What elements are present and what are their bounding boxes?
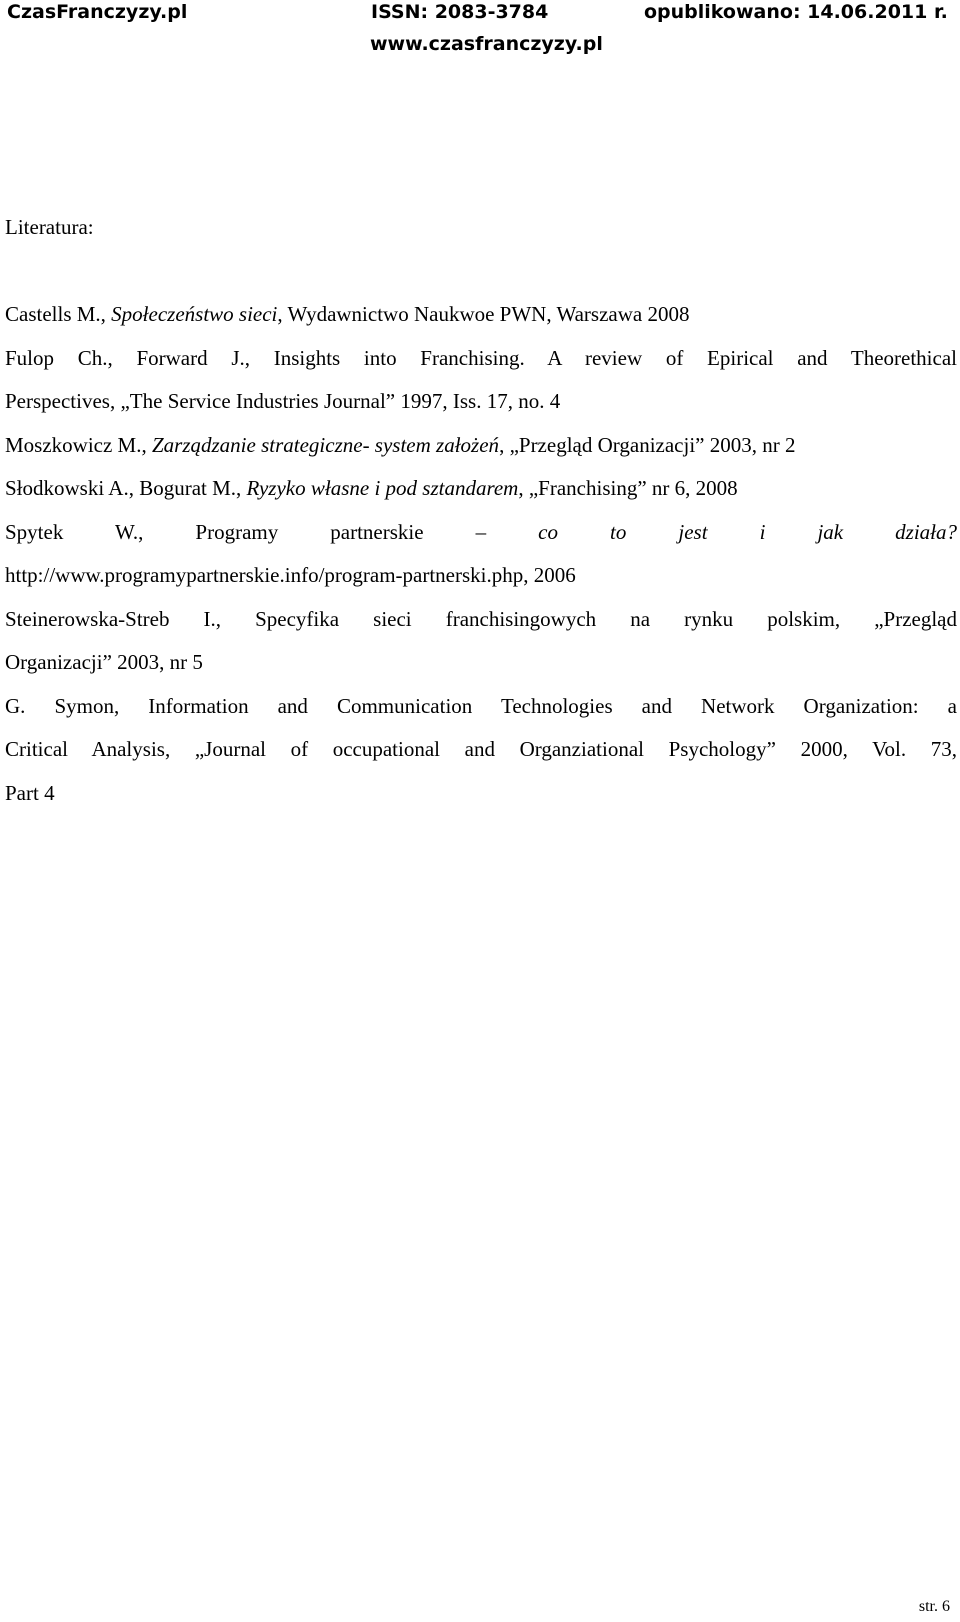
reference-text: Słodkowski A., Bogurat M., — [5, 476, 247, 500]
reference-line — [5, 424, 957, 468]
reference-line — [5, 467, 957, 511]
reference-entry — [5, 337, 957, 424]
reference-entry — [5, 598, 957, 685]
reference-title-italic: Zarządzanie strategiczne- system założeń — [151, 432, 500, 457]
reference-line — [5, 554, 957, 598]
reference-title-italic: Społeczeństwo sieci — [111, 302, 278, 326]
reference-line — [5, 380, 957, 424]
reference-text: , „Franchising” nr 6, 2008 — [518, 476, 738, 500]
reference-entry — [5, 293, 957, 337]
page-number: str. 6 — [918, 1598, 950, 1615]
reference-text: Perspectives, „The Service Industries Journal” 1997, Iss. 17, no. 4 — [5, 389, 561, 413]
reference-line — [5, 598, 957, 642]
reference-text: http://www.programypartnerskie.info/program-partnerski.php, 2006 — [5, 563, 576, 587]
reference-entry — [5, 511, 957, 598]
reference-entry — [5, 424, 957, 468]
reference-text: Organizacji” 2003, nr 5 — [5, 650, 203, 674]
reference-line — [5, 511, 957, 555]
header-site-name: CzasFranczyzy.pl — [7, 1, 188, 23]
reference-line — [5, 728, 957, 772]
reference-line — [5, 641, 957, 685]
reference-line — [5, 337, 957, 381]
reference-text: Part 4 — [5, 780, 55, 805]
reference-entry — [5, 685, 957, 816]
reference-text: Fulop Ch., Forward J., Insights into Franchising. A review of Epirical and Theorethical — [5, 345, 957, 370]
reference-list — [5, 293, 957, 815]
reference-text: G. Symon, Information and Communication Technologies and Network Organization: a — [5, 693, 957, 718]
literature-title: Literatura: — [5, 215, 94, 239]
reference-title-italic: Ryzyko własne i pod sztandarem — [246, 476, 519, 500]
reference-text: Castells M., — [5, 302, 112, 326]
reference-text: , Wydawnictwo Naukwoe PWN, Warszawa 2008 — [277, 302, 690, 326]
reference-title-italic: co to jest i jak działa? — [538, 519, 957, 544]
reference-text: Spytek W., Programy partnerskie – — [5, 519, 539, 544]
reference-line — [5, 293, 957, 337]
header-url: www.czasfranczyzy.pl — [370, 33, 603, 55]
header-published-date: opublikowano: 14.06.2011 r. — [644, 1, 948, 23]
literature-section — [5, 206, 957, 815]
reference-text: Moszkowicz M., — [5, 432, 152, 457]
reference-entry — [5, 467, 957, 511]
reference-line — [5, 685, 957, 729]
header-issn: ISSN: 2083-3784 — [371, 1, 549, 23]
reference-text: , „Przegląd Organizacji” 2003, nr 2 — [499, 432, 796, 457]
reference-text: Critical Analysis, „Journal of occupational and Organziational Psychology” 2000, Vol. 73, — [5, 737, 957, 761]
reference-line — [5, 772, 957, 816]
page-header — [0, 0, 960, 68]
reference-text: Steinerowska-Streb I., Specyfika sieci franchisingowych na rynku polskim, „Przegląd — [5, 606, 957, 631]
